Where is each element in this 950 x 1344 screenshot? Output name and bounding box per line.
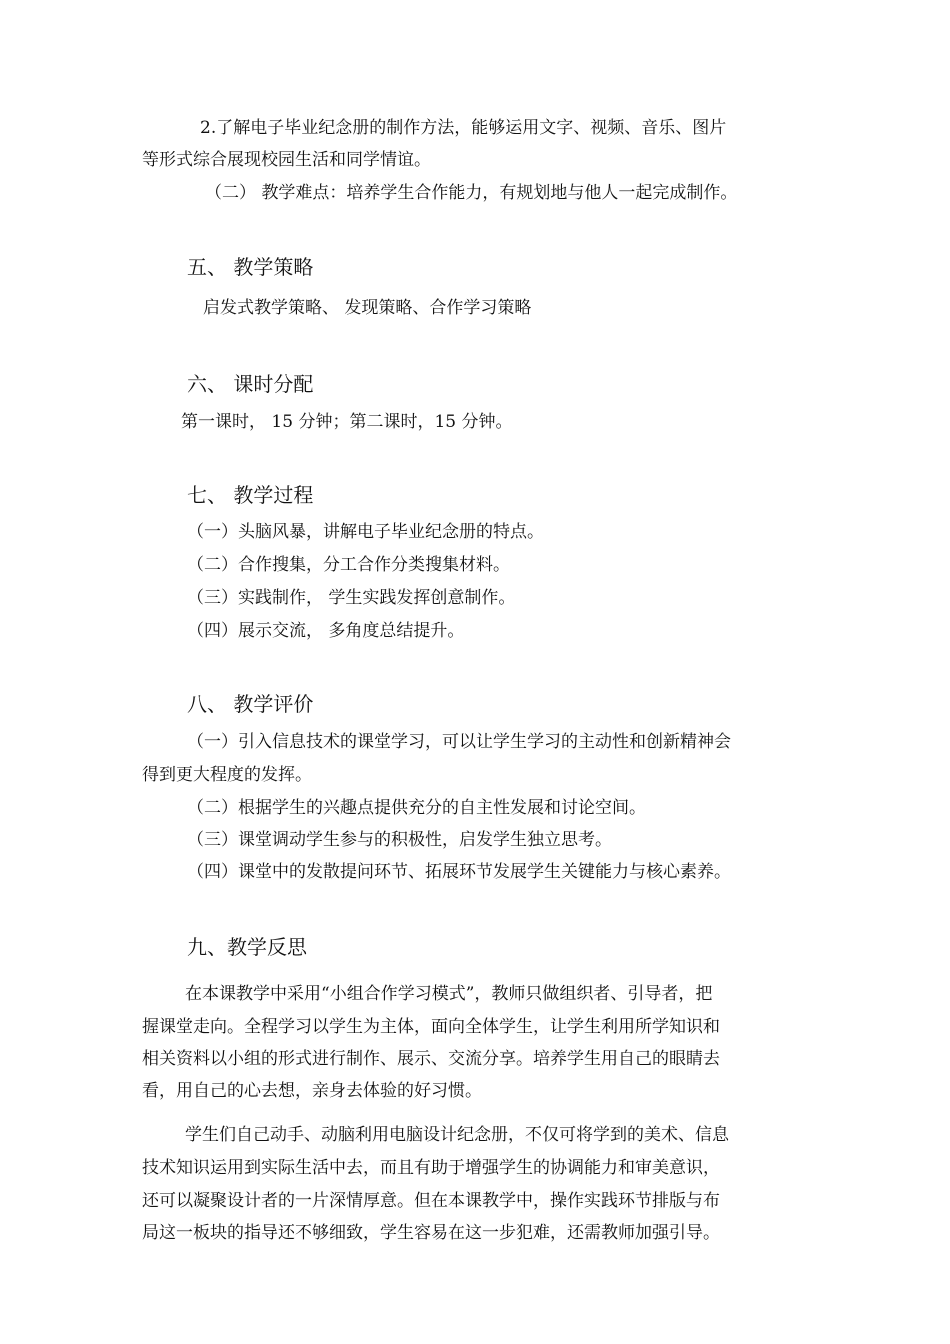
process-item: （二）合作搜集，分工合作分类搜集材料。 [187, 555, 510, 575]
section-8-heading: 八、 教学评价 [187, 692, 314, 716]
reflection-para-1-line: 看，用自己的心去想，亲身去体验的好习惯。 [142, 1081, 482, 1101]
reflection-para-2-line: 学生们自己动手、动脑利用电脑设计纪念册，不仅可将学到的美术、信息 [185, 1125, 729, 1145]
reflection-para-2-line: 还可以凝聚设计者的一片深情厚意。但在本课教学中，操作实践环节排版与布 [142, 1191, 720, 1211]
section-5-body: 启发式教学策略、 发现策略、合作学习策略 [203, 298, 532, 318]
evaluation-item-1-line-2: 得到更大程度的发挥。 [142, 765, 312, 785]
evaluation-item-2: （二）根据学生的兴趣点提供充分的自主性发展和讨论空间。 [187, 798, 646, 818]
process-item: （三）实践制作， 学生实践发挥创意制作。 [187, 588, 516, 608]
section-6-body: 第一课时， 15 分钟；第二课时，15 分钟。 [181, 412, 513, 432]
reflection-para-2-line: 技术知识运用到实际生活中去，而且有助于增强学生的协调能力和审美意识， [142, 1158, 720, 1178]
reflection-para-2-line: 局这一板块的指导还不够细致，学生容易在这一步犯难，还需教师加强引导。 [142, 1223, 720, 1243]
evaluation-item-1-line-1: （一）引入信息技术的课堂学习，可以让学生学习的主动性和创新精神会 [187, 732, 731, 752]
reflection-para-1-line: 握课堂走向。全程学习以学生为主体，面向全体学生，让学生利用所学知识和 [142, 1017, 720, 1037]
teaching-difficulty: （二） 教学难点：培养学生合作能力，有规划地与他人一起完成制作。 [205, 183, 738, 203]
process-item: （一）头脑风暴，讲解电子毕业纪念册的特点。 [187, 522, 544, 542]
process-item: （四）展示交流， 多角度总结提升。 [187, 621, 465, 641]
evaluation-item-4: （四）课堂中的发散提问环节、拓展环节发展学生关键能力与核心素养。 [187, 862, 731, 882]
reflection-para-1-line: 相关资料以小组的形式进行制作、展示、交流分享。培养学生用自己的眼睛去 [142, 1049, 720, 1069]
section-9-heading: 九、教学反思 [187, 935, 307, 959]
section-5-heading: 五、 教学策略 [187, 255, 314, 279]
objective-2-line-2: 等形式综合展现校园生活和同学情谊。 [142, 150, 431, 170]
objective-2-line-1: 2.了解电子毕业纪念册的制作方法，能够运用文字、视频、音乐、图片 [200, 118, 727, 138]
section-7-heading: 七、 教学过程 [187, 483, 314, 507]
reflection-para-1-line: 在本课教学中采用“小组合作学习模式”，教师只做组织者、引导者，把 [185, 984, 713, 1004]
section-6-heading: 六、 课时分配 [187, 372, 314, 396]
evaluation-item-3: （三）课堂调动学生参与的积极性，启发学生独立思考。 [187, 830, 612, 850]
